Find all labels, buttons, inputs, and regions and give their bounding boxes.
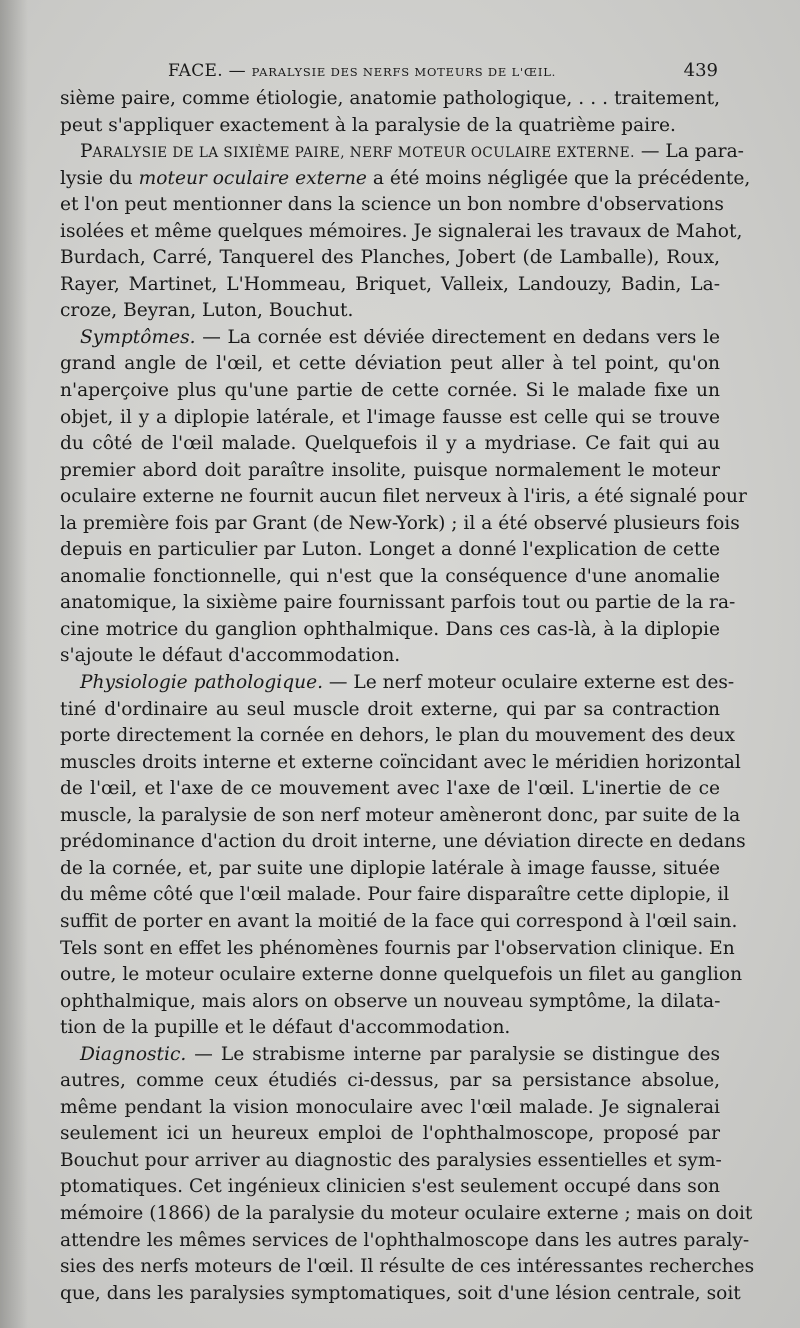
- text-line: autres, comme ceux étudiés ci-dessus, par sa persistance absolue,: [60, 1070, 720, 1092]
- text-line: la première fois par Grant (de New-York) ; il a été observé plusieurs fois: [60, 512, 740, 534]
- text-line: de l'œil, et l'axe de ce mouvement avec l'axe de l'œil. L'inertie de ce: [60, 778, 720, 800]
- section-heading: ARALYSIE DE LA SIXIÈME PAIRE, NERF MOTEUR OCULAIRE EXTERNE.: [92, 145, 635, 162]
- text-line: Tels sont en effet les phénomènes fournis par l'observation clinique. En: [60, 937, 735, 959]
- subsection-line: [60, 325, 720, 352]
- text-line: isolées et même quelques mémoires. Je signalerai les travaux de Mahot,: [60, 220, 743, 242]
- text-segment: a été moins négligée que la précédente,: [366, 167, 751, 189]
- text-line: tiné d'ordinaire au seul muscle droit externe, qui par sa contraction: [60, 698, 720, 720]
- text-line: Burdach, Carré, Tanquerel des Planches, Jobert (de Lamballe), Roux,: [60, 247, 720, 269]
- subsection-heading-symptomes: Symptômes.: [80, 326, 196, 348]
- text-line: croze, Beyran, Luton, Bouchut.: [60, 300, 354, 322]
- running-title-dash: —: [228, 61, 246, 81]
- text-line: du même côté que l'œil malade. Pour faire disparaître cette diplopie, il: [60, 884, 730, 906]
- page-number: 439: [683, 60, 718, 81]
- text-line: anomalie fonctionnelle, qui n'est que la conséquence d'une anomalie: [60, 565, 720, 587]
- text-segment: — Le strabisme interne par paralysie se distingue des: [186, 1043, 720, 1065]
- text-line: seulement ici un heureux emploi de l'ophthalmoscope, proposé par: [60, 1123, 720, 1145]
- text-line: muscle, la paralysie de son nerf moteur amèneront donc, par suite de la: [60, 804, 741, 826]
- text-line: de la cornée, et, par suite une diplopie latérale à image fausse, située: [60, 857, 720, 879]
- text-line: muscles droits interne et externe coïncidant avec le méridien horizontal: [60, 751, 741, 773]
- text-line: depuis en particulier par Luton. Longet a donné l'explication de cette: [60, 539, 720, 561]
- text-line: cine motrice du ganglion ophthalmique. Dans ces cas-là, à la diplopie: [60, 618, 720, 640]
- italic-term: moteur oculaire externe: [138, 167, 367, 189]
- text-line: objet, il y a diplopie latérale, et l'image fausse est celle qui se trouve: [60, 406, 720, 428]
- text-line: n'aperçoive plus qu'une partie de cette cornée. Si le malade fixe un: [60, 380, 720, 402]
- text-line: tion de la pupille et le défaut d'accommodation.: [60, 1017, 511, 1039]
- subsection-line: [60, 1042, 720, 1069]
- text-line: ptomatiques. Cet ingénieux clinicien s'est seulement occupé dans son: [60, 1176, 720, 1198]
- text-line: Rayer, Martinet, L'Hommeau, Briquet, Valleix, Landouzy, Badin, La-: [60, 273, 720, 295]
- text-line: oculaire externe ne fournit aucun filet nerveux à l'iris, a été signalé pour: [60, 486, 747, 508]
- text-line: mémoire (1866) de la paralysie du moteur oculaire externe ; mais on doit: [60, 1202, 753, 1224]
- subsection-heading-physiologie: Physiologie pathologique.: [80, 672, 323, 694]
- text-line: ophthalmique, mais alors on observe un nouveau symptôme, la dilata-: [60, 990, 721, 1012]
- text-line: sième paire, comme étiologie, anatomie pathologique, . . . traitement,: [60, 88, 720, 109]
- running-title-sub: PARALYSIE DES NERFS MOTEURS DE L'ŒIL.: [251, 65, 557, 79]
- body-text: [60, 86, 755, 1307]
- text-line: [60, 166, 751, 193]
- text-line: premier abord doit paraître insolite, puisque normalement le moteur: [60, 459, 720, 481]
- text-line: attendre les mêmes services de l'ophthalmoscope dans les autres paraly-: [60, 1229, 750, 1251]
- section-heading-line: [60, 139, 744, 166]
- section-heading-initial: P: [80, 141, 93, 163]
- text-line: sies des nerfs moteurs de l'œil. Il résulte de ces intéressantes recherches: [60, 1256, 755, 1278]
- text-segment: — Le nerf moteur oculaire externe est des-: [323, 672, 735, 694]
- text-segment: — La para-: [634, 141, 744, 163]
- text-line: porte directement la cornée en dehors, le plan du mouvement des deux: [60, 725, 736, 747]
- page-gutter-shadow: [0, 0, 28, 1328]
- text-line: s'ajoute le défaut d'accommodation.: [60, 645, 401, 667]
- subsection-line: [60, 670, 735, 697]
- text-line: anatomique, la sixième paire fournissant parfois tout ou partie de la ra-: [60, 592, 736, 614]
- running-header: [60, 60, 724, 84]
- text-line: peut s'appliquer exactement à la paralysie de la quatrième paire.: [60, 114, 676, 136]
- text-line: outre, le moteur oculaire externe donne quelquefois un filet au ganglion: [60, 964, 743, 986]
- text-segment: — La cornée est déviée directement en dedans vers le: [195, 326, 720, 348]
- running-title-main: FACE.: [168, 61, 223, 81]
- text-segment: lysie du: [60, 167, 139, 189]
- text-line: Bouchut pour arriver au diagnostic des paralysies essentielles et sym-: [60, 1149, 722, 1171]
- text-line: grand angle de l'œil, et cette déviation peut aller à tel point, qu'on: [60, 353, 720, 375]
- subsection-heading-diagnostic: Diagnostic.: [80, 1043, 187, 1065]
- text-line: que, dans les paralysies symptomatiques, soit d'une lésion centrale, soit: [60, 1282, 741, 1304]
- text-line: suffit de porter en avant la moitié de la face qui correspond à l'œil sain.: [60, 910, 738, 932]
- text-line: prédominance d'action du droit interne, une déviation directe en dedans: [60, 831, 746, 853]
- text-line: et l'on peut mentionner dans la science un bon nombre d'observations: [60, 194, 724, 216]
- running-title: [168, 61, 556, 81]
- text-line: du côté de l'œil malade. Quelquefois il y a mydriase. Ce fait qui au: [60, 433, 720, 455]
- text-line: même pendant la vision monoculaire avec l'œil malade. Je signalerai: [60, 1096, 720, 1118]
